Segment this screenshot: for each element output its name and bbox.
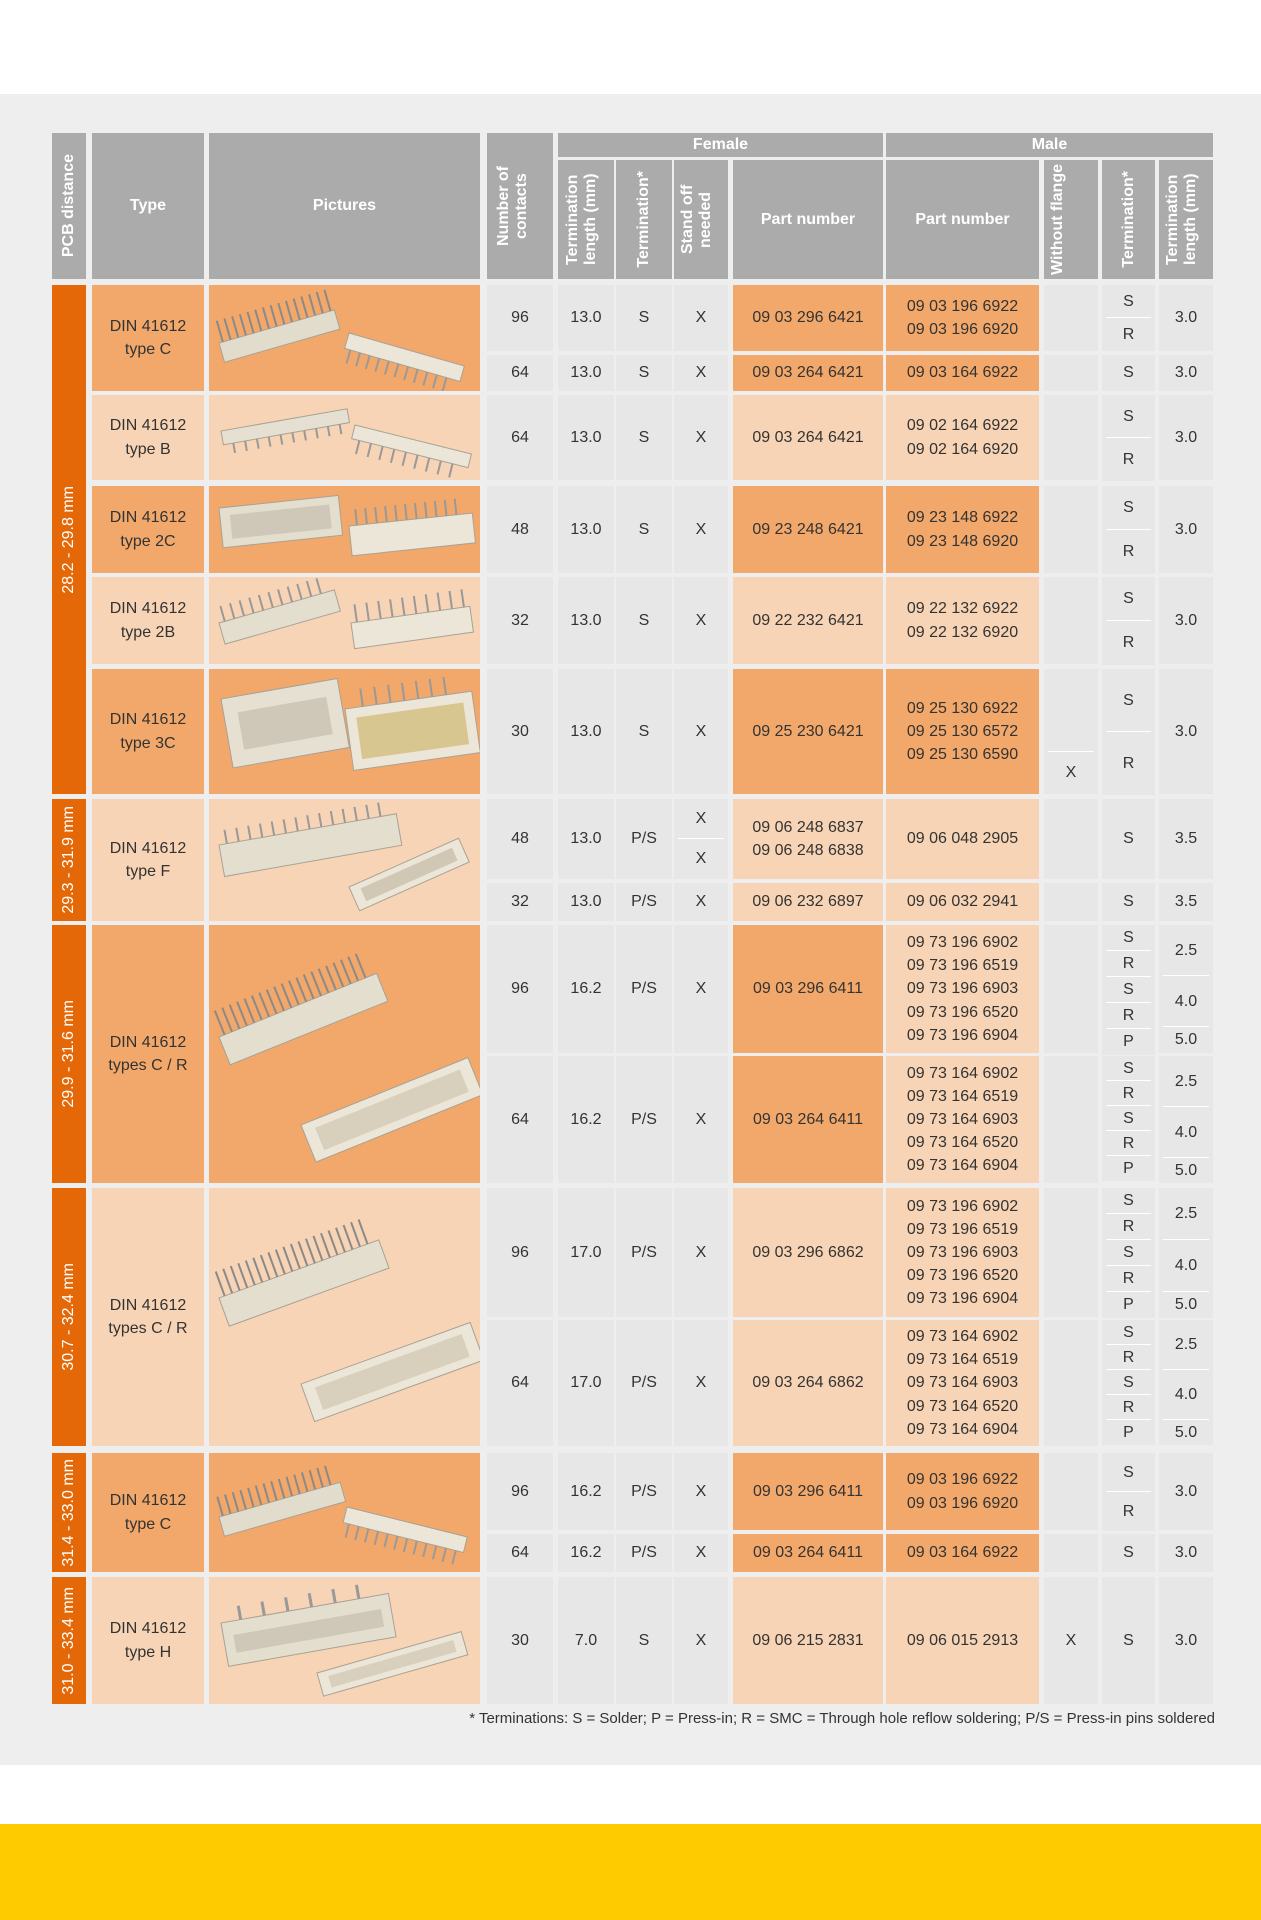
male-part-number-line: 09 73 196 6519 (906, 1220, 1019, 1238)
female-part-number (733, 799, 883, 879)
male-part-number-line: 09 25 130 6922 (906, 699, 1019, 717)
type-cell (92, 1188, 204, 1446)
male-termination-length-cell: 3.0 (1159, 285, 1213, 351)
female-part-number: 09 06 215 2831 (733, 1577, 883, 1704)
male-part-number-line: 09 22 132 6922 (906, 600, 1019, 618)
termination-cell: P/S (616, 1056, 672, 1183)
female-part-number: 09 25 230 6421 (733, 669, 883, 794)
male-part-number-line: 09 73 164 6903 (906, 1110, 1019, 1128)
standoff-cell: X (674, 395, 728, 480)
type-cell (92, 1453, 204, 1572)
termination-length-cell: 17.0 (558, 1320, 614, 1446)
type-cell (92, 486, 204, 573)
contacts-cell: 64 (487, 1056, 553, 1183)
male-termination-cell: S (1102, 883, 1155, 921)
male-termination-length-cell: 4.0 (1159, 976, 1213, 1027)
male-part-number: 09 06 048 2905 (886, 799, 1039, 879)
male-termination-cell: S (1102, 1056, 1155, 1081)
header-male-part-number: Part number (886, 160, 1039, 279)
header-without-flange (1044, 160, 1098, 279)
type-name: DIN 41612 (109, 1620, 187, 1638)
termination-length-cell: 13.0 (558, 799, 614, 879)
male-part-number-line: 09 02 164 6922 (906, 417, 1019, 435)
contacts-cell: 32 (487, 883, 553, 921)
male-termination-cell: R (1102, 1266, 1155, 1292)
female-part-number: 09 03 296 6411 (733, 1453, 883, 1530)
type-cell (92, 577, 204, 664)
male-termination-cell: R (1102, 1214, 1155, 1240)
termination-length-cell: 16.2 (558, 925, 614, 1053)
male-termination-cell: S (1102, 925, 1155, 951)
male-termination-cell: R (1102, 1131, 1155, 1156)
male-termination-cell: R (1102, 1003, 1155, 1029)
male-termination-length-cell: 5.0 (1159, 1158, 1213, 1183)
termination-cell: S (616, 577, 672, 664)
header-pictures: Pictures (209, 133, 480, 279)
pcb-band (52, 799, 86, 921)
connector-picture (209, 577, 480, 664)
contacts-cell: 32 (487, 577, 553, 664)
termination-length-cell: 16.2 (558, 1453, 614, 1530)
female-part-number: 09 06 232 6897 (733, 883, 883, 921)
connector-image (209, 1577, 480, 1704)
contacts-cell: 30 (487, 1577, 553, 1704)
footnote: * Terminations: S = Solder; P = Press-in; R = SMC = Through hole reflow soldering; P/S = Press-in pins soldered (469, 1710, 1215, 1727)
without-flange-cell: X (1044, 752, 1098, 794)
standoff-cell: X (674, 883, 728, 921)
termination-cell: S (616, 669, 672, 794)
type-cell (92, 395, 204, 480)
male-part-number (886, 1056, 1039, 1183)
male-part-number-line: 09 73 196 6902 (906, 934, 1019, 952)
type-name: DIN 41612 (109, 317, 187, 335)
termination-cell: S (616, 355, 672, 391)
male-part-number (886, 285, 1039, 351)
connector-picture (209, 669, 480, 794)
termination-length-cell: 16.2 (558, 1534, 614, 1572)
header-contacts-label: Number of contacts (495, 166, 530, 246)
type-variant: type B (125, 440, 171, 458)
pcb-band-label: 29.9 - 31.6 mm (60, 1000, 78, 1108)
connector-image (209, 577, 480, 664)
without-flange-cell (1044, 1320, 1098, 1446)
header-pcb-label: PCB distance (60, 154, 78, 258)
header-without-flange-label: Without flange (1049, 164, 1066, 275)
without-flange-cell (1044, 1453, 1098, 1530)
header-contacts (487, 133, 553, 279)
male-termination-length-cell: 4.0 (1159, 1107, 1213, 1158)
without-flange-cell (1044, 285, 1098, 351)
female-part-number: 09 03 264 6421 (733, 395, 883, 480)
male-termination-length-cell: 3.0 (1159, 1577, 1213, 1704)
type-cell (92, 1577, 204, 1704)
pcb-band (52, 1577, 86, 1704)
male-termination-length-cell: 5.0 (1159, 1420, 1213, 1445)
male-part-number-line: 09 23 148 6922 (906, 509, 1019, 527)
termination-cell: P/S (616, 1320, 672, 1446)
male-termination-cell: R (1102, 951, 1155, 977)
termination-length-cell: 13.0 (558, 486, 614, 573)
connector-image (209, 669, 480, 794)
header-male-termination (1102, 160, 1155, 279)
male-part-number (886, 577, 1039, 664)
type-variant: type 3C (120, 734, 176, 752)
without-flange-cell (1044, 1188, 1098, 1317)
male-termination-length-cell: 5.0 (1159, 1027, 1213, 1053)
male-part-number-line: 09 25 130 6590 (906, 746, 1019, 764)
connector-picture (209, 925, 480, 1183)
connector-picture (209, 1188, 480, 1446)
male-termination-cell: P (1102, 1420, 1155, 1445)
termination-cell: P/S (616, 1188, 672, 1317)
male-part-number-line: 09 03 196 6922 (906, 297, 1019, 315)
type-cell (92, 925, 204, 1183)
male-termination-length-cell: 5.0 (1159, 1292, 1213, 1318)
pcb-band (52, 285, 86, 794)
standoff-cell: X (674, 285, 728, 351)
male-part-number-line: 09 22 132 6920 (906, 623, 1019, 641)
termination-cell: S (616, 285, 672, 351)
male-part-number-line: 09 73 196 6902 (906, 1197, 1019, 1215)
without-flange-cell (1044, 395, 1098, 480)
header-stand-off-label: Stand off needed (679, 184, 714, 255)
termination-length-cell: 13.0 (558, 577, 614, 664)
male-part-number-line: 09 73 196 6904 (906, 1290, 1019, 1308)
without-flange-cell (1044, 669, 1098, 752)
male-termination-length-cell: 3.0 (1159, 669, 1213, 794)
male-termination-cell: R (1102, 1081, 1155, 1106)
male-part-number: 09 03 164 6922 (886, 355, 1039, 391)
contacts-cell: 64 (487, 395, 553, 480)
without-flange-cell (1044, 577, 1098, 664)
male-part-number (886, 395, 1039, 480)
male-part-number-line: 09 03 196 6922 (906, 1471, 1019, 1489)
male-termination-cell: S (1102, 285, 1155, 318)
connector-image (209, 285, 480, 391)
standoff-cell: X (674, 1056, 728, 1183)
header-female-termination (616, 160, 672, 279)
type-variant: type C (124, 1515, 172, 1533)
header-male-termination-label: Termination* (1119, 171, 1137, 268)
connector-image (209, 1453, 480, 1572)
male-termination-cell: S (1102, 977, 1155, 1003)
male-termination-cell: S (1102, 669, 1155, 732)
connector-picture (209, 1453, 480, 1572)
male-part-number-line: 09 73 164 6902 (906, 1064, 1019, 1082)
header-type: Type (92, 133, 204, 279)
header-female-term-length-label: Termination length (mm) (564, 173, 599, 266)
male-part-number-line: 09 73 164 6520 (906, 1397, 1019, 1415)
male-termination-cell: S (1102, 1320, 1155, 1345)
contacts-cell: 64 (487, 355, 553, 391)
male-part-number-line: 09 73 196 6904 (906, 1026, 1019, 1044)
male-part-number-line: 09 73 164 6520 (906, 1134, 1019, 1152)
type-name: DIN 41612 (109, 1033, 187, 1051)
male-part-number (886, 925, 1039, 1053)
male-termination-cell: S (1102, 1453, 1155, 1492)
female-part-number: 09 03 264 6411 (733, 1056, 883, 1183)
standoff-cell: X (674, 486, 728, 573)
male-part-number: 09 03 164 6922 (886, 1534, 1039, 1572)
male-termination-cell: S (1102, 486, 1155, 530)
type-name: DIN 41612 (109, 1492, 187, 1510)
male-part-number-line: 09 23 148 6920 (906, 532, 1019, 550)
termination-length-cell: 13.0 (558, 883, 614, 921)
connector-image (209, 799, 480, 921)
termination-length-cell: 16.2 (558, 1056, 614, 1183)
male-termination-cell: S (1102, 1188, 1155, 1214)
header-pcb-distance (52, 133, 86, 279)
male-termination-cell: S (1102, 355, 1155, 391)
termination-cell: P/S (616, 1453, 672, 1530)
type-cell (92, 669, 204, 794)
without-flange-cell (1044, 799, 1098, 879)
connector-image (209, 925, 480, 1183)
termination-cell: S (616, 1577, 672, 1704)
male-termination-cell: R (1102, 1395, 1155, 1420)
connector-image (209, 1188, 480, 1446)
male-termination-length-cell: 2.5 (1159, 1320, 1213, 1370)
male-termination-length-cell: 3.5 (1159, 799, 1213, 879)
standoff-cell: X (674, 1320, 728, 1446)
male-termination-length-cell: 2.5 (1159, 925, 1213, 976)
type-cell (92, 285, 204, 391)
without-flange-cell (1044, 1534, 1098, 1572)
without-flange-cell (1044, 486, 1098, 573)
male-part-number-line: 09 03 196 6920 (906, 1494, 1019, 1512)
termination-length-cell: 13.0 (558, 355, 614, 391)
female-part-number: 09 03 264 6411 (733, 1534, 883, 1572)
connector-picture (209, 395, 480, 480)
pcb-band-label: 31.0 - 33.4 mm (60, 1586, 78, 1695)
connector-picture (209, 285, 480, 391)
termination-cell: P/S (616, 925, 672, 1053)
footer-band (0, 1824, 1261, 1920)
type-variant: type 2B (120, 623, 176, 641)
female-part-number: 09 23 248 6421 (733, 486, 883, 573)
pcb-band-label: 28.2 - 29.8 mm (60, 485, 78, 594)
male-termination-length-cell: 2.5 (1159, 1188, 1213, 1240)
type-name: DIN 41612 (109, 509, 187, 527)
type-variant: type H (124, 1643, 172, 1661)
male-part-number-line: 09 25 130 6572 (906, 722, 1019, 740)
male-termination-cell: P (1102, 1292, 1155, 1318)
contacts-cell: 64 (487, 1534, 553, 1572)
standoff-cell: X (674, 799, 728, 839)
connector-picture (209, 486, 480, 573)
male-termination-length-cell: 3.0 (1159, 395, 1213, 480)
without-flange-cell (1044, 355, 1098, 391)
contacts-cell: 96 (487, 1188, 553, 1317)
male-termination-cell: R (1102, 318, 1155, 351)
termination-length-cell: 13.0 (558, 285, 614, 351)
female-part-number-line: 09 06 248 6838 (752, 842, 864, 859)
contacts-cell: 64 (487, 1320, 553, 1446)
male-part-number (886, 486, 1039, 573)
without-flange-cell (1044, 1056, 1098, 1183)
male-part-number-line: 09 73 164 6903 (906, 1374, 1019, 1392)
type-variant: types C / R (108, 1320, 188, 1337)
termination-cell: P/S (616, 799, 672, 879)
type-variant: type C (124, 341, 172, 358)
pcb-band-label: 30.7 - 32.4 mm (60, 1263, 78, 1371)
type-variant: type F (125, 863, 171, 880)
male-termination-cell: R (1102, 1492, 1155, 1531)
type-name: DIN 41612 (109, 839, 187, 857)
male-part-number-line: 09 73 164 6519 (906, 1351, 1019, 1369)
male-part-number-line: 09 73 196 6519 (906, 957, 1019, 975)
male-termination-length-cell: 3.0 (1159, 1453, 1213, 1530)
termination-cell: P/S (616, 1534, 672, 1572)
male-part-number-line: 09 73 164 6902 (906, 1328, 1019, 1346)
without-flange-cell: X (1044, 1577, 1098, 1704)
male-termination-length-cell: 3.5 (1159, 883, 1213, 921)
male-part-number-line: 09 73 164 6519 (906, 1087, 1019, 1105)
male-termination-cell: R (1102, 438, 1155, 481)
male-part-number (886, 1320, 1039, 1446)
connector-image (209, 395, 480, 480)
header-male-term-length-label: Termination length (mm) (1164, 173, 1199, 266)
male-termination-length-cell: 4.0 (1159, 1370, 1213, 1420)
termination-length-cell: 17.0 (558, 1188, 614, 1317)
contacts-cell: 48 (487, 799, 553, 879)
female-part-number: 09 22 232 6421 (733, 577, 883, 664)
termination-length-cell: 7.0 (558, 1577, 614, 1704)
male-part-number (886, 669, 1039, 794)
header-female-term-length (558, 160, 614, 279)
type-cell (92, 799, 204, 921)
female-part-number: 09 03 264 6862 (733, 1320, 883, 1446)
male-termination-length-cell: 3.0 (1159, 486, 1213, 573)
header-female-termination-label: Termination* (635, 171, 653, 268)
pcb-band-label: 31.4 - 33.0 mm (60, 1458, 78, 1567)
connector-image (209, 486, 480, 573)
male-part-number-line: 09 73 196 6903 (906, 980, 1019, 998)
standoff-cell: X (674, 669, 728, 794)
female-part-number: 09 03 296 6421 (733, 285, 883, 351)
female-part-number: 09 03 296 6862 (733, 1188, 883, 1317)
header-male: Male (886, 133, 1213, 157)
male-termination-cell: P (1102, 1029, 1155, 1055)
type-name: DIN 41612 (109, 1296, 187, 1314)
male-termination-length-cell: 2.5 (1159, 1056, 1213, 1107)
male-termination-cell: S (1102, 799, 1155, 879)
male-termination-cell: S (1102, 1577, 1155, 1704)
male-part-number-line: 09 03 196 6920 (906, 321, 1019, 338)
termination-cell: S (616, 486, 672, 573)
header-female: Female (558, 133, 883, 157)
male-part-number-line: 09 73 164 6904 (906, 1157, 1019, 1175)
female-part-number-line: 09 06 248 6837 (752, 818, 864, 836)
female-part-number: 09 03 296 6411 (733, 925, 883, 1053)
male-part-number-line: 09 73 196 6903 (906, 1243, 1019, 1261)
male-termination-length-cell: 4.0 (1159, 1240, 1213, 1292)
male-part-number (886, 1453, 1039, 1530)
contacts-cell: 30 (487, 669, 553, 794)
female-part-number: 09 03 264 6421 (733, 355, 883, 391)
contacts-cell: 96 (487, 925, 553, 1053)
termination-length-cell: 13.0 (558, 669, 614, 794)
male-part-number-line: 09 73 196 6520 (906, 1267, 1019, 1285)
male-termination-cell: S (1102, 577, 1155, 621)
standoff-cell: X (674, 1453, 728, 1530)
male-part-number: 09 06 032 2941 (886, 883, 1039, 921)
male-termination-cell: R (1102, 732, 1155, 795)
header-male-term-length (1159, 160, 1213, 279)
type-variant: types C / R (108, 1057, 188, 1074)
male-part-number-line: 09 73 196 6520 (906, 1003, 1019, 1021)
standoff-cell: X (674, 1534, 728, 1572)
pcb-band (52, 925, 86, 1183)
type-name: DIN 41612 (109, 711, 187, 729)
standoff-cell: X (674, 1188, 728, 1317)
male-termination-cell: S (1102, 395, 1155, 438)
standoff-cell: X (674, 577, 728, 664)
male-termination-cell: P (1102, 1156, 1155, 1181)
male-termination-cell: S (1102, 1240, 1155, 1266)
male-part-number-line: 09 02 164 6920 (906, 440, 1019, 458)
male-termination-length-cell: 3.0 (1159, 1534, 1213, 1572)
standoff-cell: X (674, 1577, 728, 1704)
contacts-cell: 48 (487, 486, 553, 573)
header-stand-off (674, 160, 728, 279)
type-variant: type 2C (120, 532, 176, 550)
standoff-cell: X (674, 839, 728, 879)
male-part-number-line: 09 73 164 6904 (906, 1420, 1019, 1438)
male-termination-cell: S (1102, 1370, 1155, 1395)
male-part-number: 09 06 015 2913 (886, 1577, 1039, 1704)
connector-picture (209, 799, 480, 921)
type-name: DIN 41612 (109, 417, 187, 435)
contacts-cell: 96 (487, 1453, 553, 1530)
type-name: DIN 41612 (109, 600, 187, 618)
male-termination-length-cell: 3.0 (1159, 577, 1213, 664)
male-termination-cell: R (1102, 621, 1155, 665)
male-termination-cell: S (1102, 1534, 1155, 1572)
male-part-number (886, 1188, 1039, 1317)
male-termination-cell: S (1102, 1106, 1155, 1131)
termination-length-cell: 13.0 (558, 395, 614, 480)
pcb-band-label: 29.3 - 31.9 mm (60, 806, 78, 914)
connector-picture (209, 1577, 480, 1704)
standoff-cell: X (674, 355, 728, 391)
termination-cell: S (616, 395, 672, 480)
male-termination-cell: R (1102, 530, 1155, 574)
contacts-cell: 96 (487, 285, 553, 351)
standoff-cell: X (674, 925, 728, 1053)
pcb-band (52, 1188, 86, 1446)
header-female-part-number: Part number (733, 160, 883, 279)
male-termination-length-cell: 3.0 (1159, 355, 1213, 391)
male-termination-cell: R (1102, 1345, 1155, 1370)
without-flange-cell (1044, 883, 1098, 921)
pcb-band (52, 1453, 86, 1572)
termination-cell: P/S (616, 883, 672, 921)
without-flange-cell (1044, 925, 1098, 1053)
